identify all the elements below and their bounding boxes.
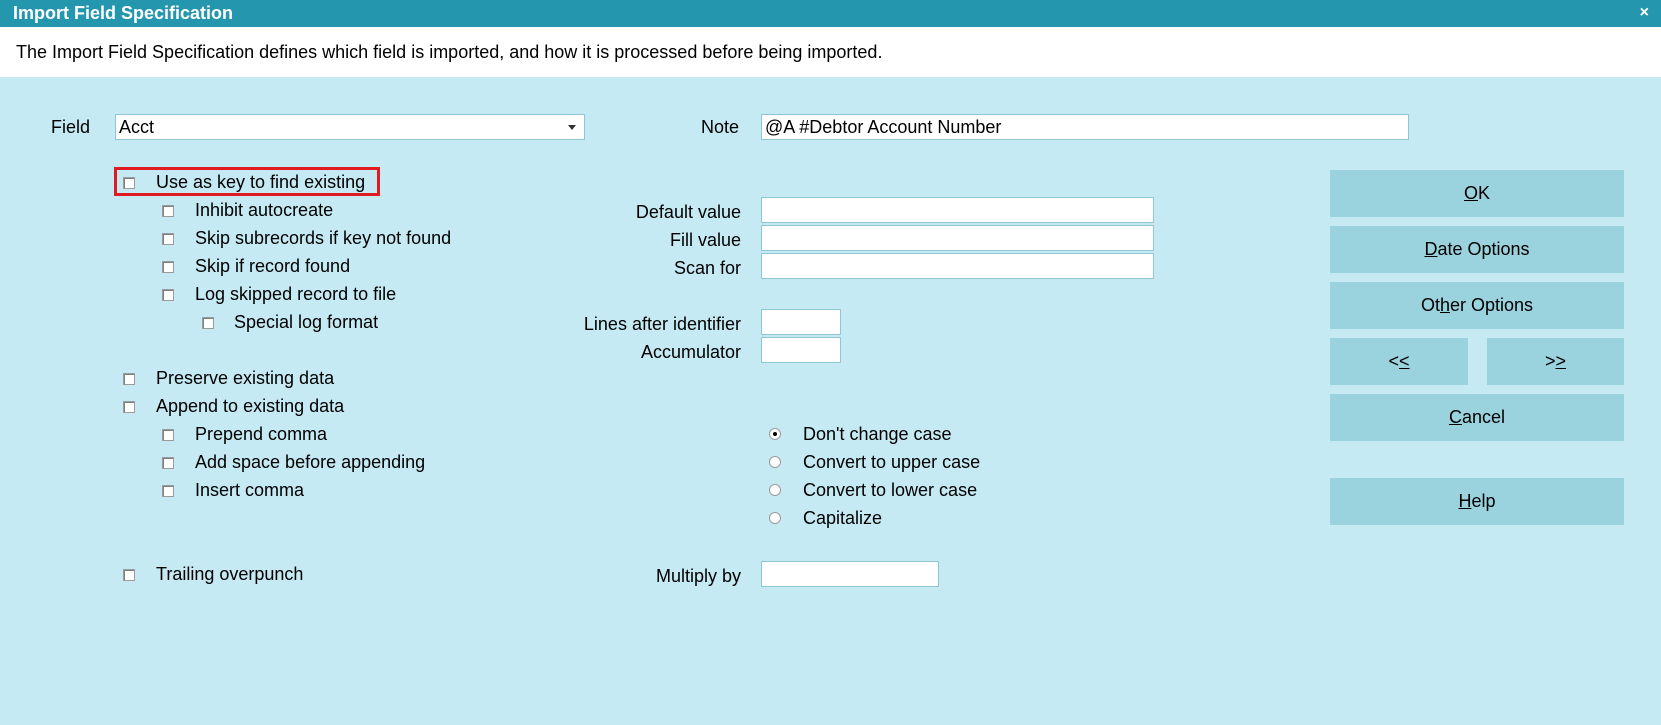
window-title: Import Field Specification xyxy=(13,3,234,23)
note-input[interactable] xyxy=(761,114,1409,140)
append-checkbox[interactable] xyxy=(123,401,135,413)
lines-after-label: Lines after identifier xyxy=(583,314,741,334)
next-text: > xyxy=(1544,351,1556,371)
append-label: Append to existing data xyxy=(156,396,345,416)
chevron-down-icon[interactable] xyxy=(568,125,576,130)
lines-after-input[interactable] xyxy=(761,309,841,335)
skip-if-found-checkbox[interactable] xyxy=(162,261,174,273)
use-as-key-label: Use as key to find existing xyxy=(156,172,366,192)
date-options-button[interactable] xyxy=(1330,226,1624,273)
field-dropdown[interactable] xyxy=(115,114,585,140)
add-space-checkbox[interactable] xyxy=(162,457,174,469)
accumulator-label: Accumulator xyxy=(640,342,741,362)
help-text-rest: elp xyxy=(1471,491,1496,511)
help-button[interactable] xyxy=(1330,478,1624,525)
scan-for-label: Scan for xyxy=(673,258,741,278)
field-label: Field xyxy=(51,117,91,137)
close-icon[interactable]: × xyxy=(1639,4,1649,21)
ok-button-text-rest: K xyxy=(1478,183,1491,203)
insert-comma-label: Insert comma xyxy=(195,480,305,500)
inhibit-autocreate-checkbox[interactable] xyxy=(162,205,174,217)
next-button[interactable] xyxy=(1487,338,1624,385)
upper-case-label: Convert to upper case xyxy=(803,452,981,472)
multiply-by-label: Multiply by xyxy=(655,566,741,586)
dont-change-case-radio[interactable] xyxy=(769,428,781,440)
date-options-mnemonic: D xyxy=(1424,239,1438,259)
skip-subrecords-label: Skip subrecords if key not found xyxy=(195,228,452,248)
note-label: Note xyxy=(701,117,740,137)
previous-button[interactable] xyxy=(1330,338,1468,385)
other-options-mnemonic: h xyxy=(1439,295,1450,315)
capitalize-label: Capitalize xyxy=(803,508,883,528)
dont-change-case-label: Don't change case xyxy=(803,424,952,444)
inhibit-autocreate-label: Inhibit autocreate xyxy=(195,200,334,220)
previous-text: < xyxy=(1388,351,1399,371)
next-mnemonic: > xyxy=(1555,351,1567,371)
capitalize-radio[interactable] xyxy=(769,512,781,524)
ok-button[interactable] xyxy=(1330,170,1624,217)
log-skipped-label: Log skipped record to file xyxy=(195,284,397,304)
description-text: The Import Field Specification defines which field is imported, and how it is processed before being imported. xyxy=(16,42,883,62)
lower-case-radio[interactable] xyxy=(769,484,781,496)
insert-comma-checkbox[interactable] xyxy=(162,485,174,497)
preserve-label: Preserve existing data xyxy=(156,368,335,388)
preserve-checkbox[interactable] xyxy=(123,373,135,385)
accumulator-input[interactable] xyxy=(761,337,841,363)
skip-if-found-label: Skip if record found xyxy=(195,256,351,276)
upper-case-radio[interactable] xyxy=(769,456,781,468)
prepend-comma-checkbox[interactable] xyxy=(162,429,174,441)
cancel-button[interactable] xyxy=(1330,394,1624,441)
cancel-text-rest: ancel xyxy=(1461,407,1506,427)
lower-case-label: Convert to lower case xyxy=(803,480,978,500)
note-input-value: @A #Debtor Account Number xyxy=(765,117,1002,137)
skip-subrecords-checkbox[interactable] xyxy=(162,233,174,245)
special-log-checkbox[interactable] xyxy=(202,317,214,329)
field-dropdown-value: Acct xyxy=(119,117,155,137)
help-mnemonic: H xyxy=(1458,491,1472,511)
default-value-input[interactable] xyxy=(761,197,1154,223)
description-panel xyxy=(0,27,1661,77)
multiply-by-input[interactable] xyxy=(761,561,939,587)
trailing-overpunch-label: Trailing overpunch xyxy=(156,564,304,584)
fill-value-label: Fill value xyxy=(669,230,741,250)
date-options-text-rest: ate Options xyxy=(1437,239,1530,259)
fill-value-input[interactable] xyxy=(761,225,1154,251)
special-log-label: Special log format xyxy=(234,312,379,332)
ok-button-mnemonic: O xyxy=(1463,183,1478,203)
cancel-mnemonic: C xyxy=(1448,407,1462,427)
other-options-text: Ot xyxy=(1420,295,1440,315)
scan-for-input[interactable] xyxy=(761,253,1154,279)
add-space-label: Add space before appending xyxy=(195,452,426,472)
other-options-text-rest: er Options xyxy=(1449,295,1534,315)
previous-mnemonic: < xyxy=(1399,351,1410,371)
default-value-label: Default value xyxy=(635,202,741,222)
use-as-key-checkbox[interactable] xyxy=(123,177,135,189)
title-bar xyxy=(0,0,1661,27)
log-skipped-checkbox[interactable] xyxy=(162,289,174,301)
other-options-button[interactable] xyxy=(1330,282,1624,329)
trailing-overpunch-checkbox[interactable] xyxy=(123,569,135,581)
prepend-comma-label: Prepend comma xyxy=(195,424,328,444)
